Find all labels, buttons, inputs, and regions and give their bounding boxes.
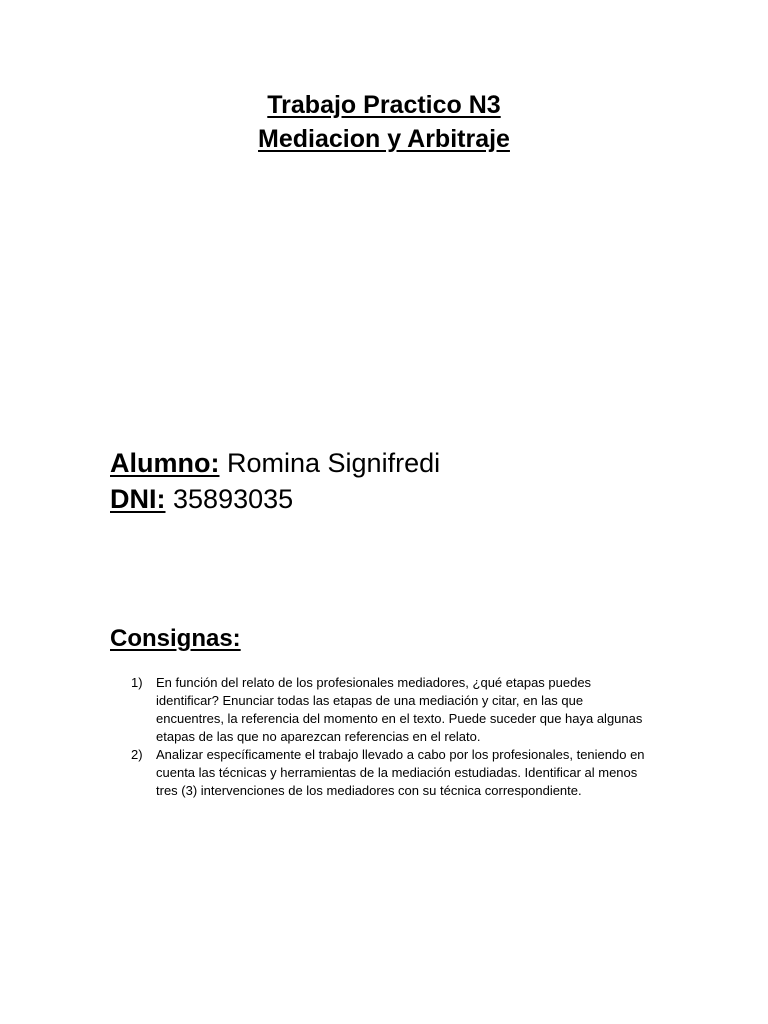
student-info (110, 445, 670, 517)
dni-label: DNI: (110, 484, 166, 514)
consigna-number: 1) (131, 675, 143, 690)
student-name: Romina Signifredi (227, 448, 441, 478)
document-subtitle: Mediacion y Arbitraje (258, 125, 510, 153)
consigna-number: 2) (131, 747, 143, 762)
title-block (0, 88, 768, 156)
student-line (110, 445, 670, 481)
consigna-text: En función del relato de los profesionales mediadores, ¿qué etapas puedes identificar? Enunciar todas las etapas de una mediación y citar, en las que encuentres, la referencia del momento en el texto. Puede suceder que haya algunas etapas de las que no aparezcan referencias en el relato. (156, 675, 643, 744)
consigna-item (131, 746, 651, 800)
document-title: Trabajo Practico N3 (267, 91, 501, 119)
student-label: Alumno: (110, 448, 220, 478)
dni-value: 35893035 (173, 484, 294, 514)
consigna-text: Analizar específicamente el trabajo llevado a cabo por los profesionales, teniendo en cuenta las técnicas y herramientas de la mediación estudiadas. Identificar al menos tres (3) intervenciones de los mediadores con su técnica correspondiente. (156, 747, 645, 798)
consigna-item (131, 674, 651, 746)
consignas-list (131, 674, 651, 800)
consignas-heading: Consignas: (110, 625, 241, 652)
dni-line (110, 481, 670, 517)
